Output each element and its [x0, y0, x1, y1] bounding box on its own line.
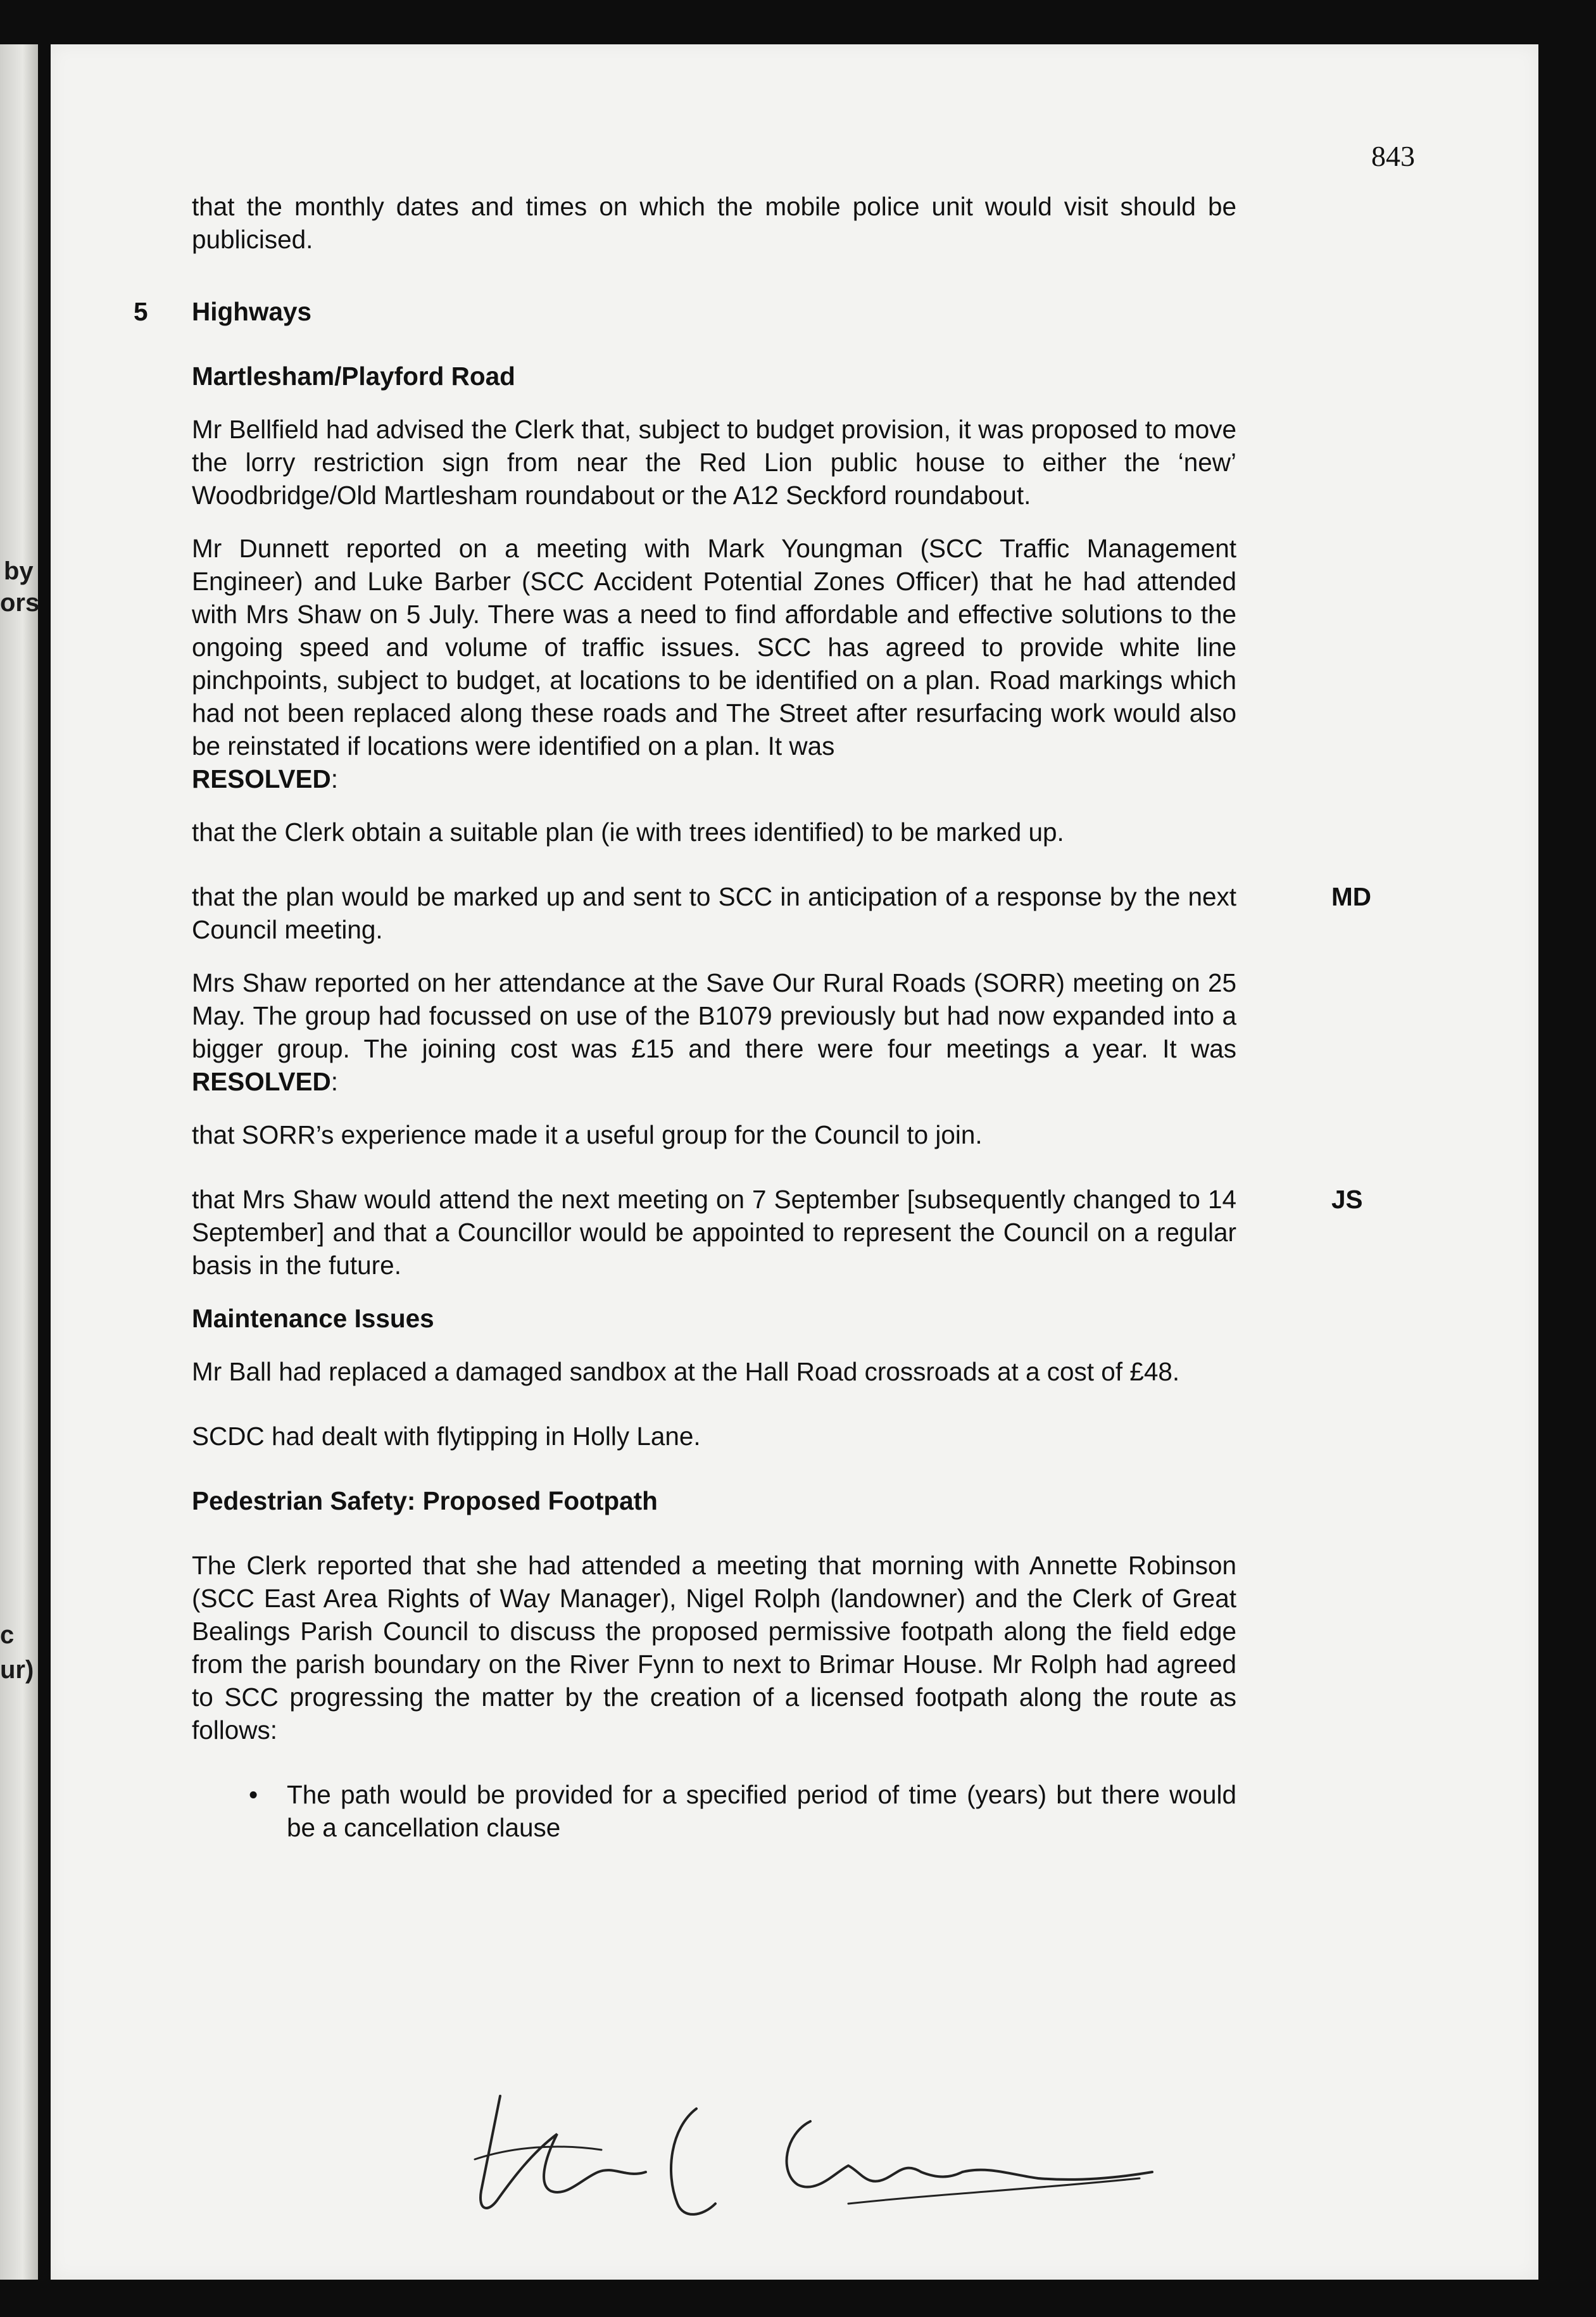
- paragraph-bellfield: Mr Bellfield had advised the Clerk that, subject to budget provision, it was proposed to move the lorry restriction sign from near the Red Lion public house to either the ‘new’ Woodbridge/Old Martlesham roundabout or the A12 Seckford roundabout.: [192, 415, 1236, 510]
- subheading-maintenance: Maintenance Issues: [192, 1304, 434, 1333]
- action-initials: JS: [1331, 1185, 1363, 1214]
- paragraph-shaw: Mrs Shaw reported on her attendance at the Save Our Rural Roads (SORR) meeting on 25 May. The group had focussed on use of the B1079 previously but had now expanded into a bigger group. The joining cost was £15 and there were four meetings a year. It was RESOLVED:: [192, 968, 1236, 1096]
- resolution-marked: that the plan would be marked up and sent to SCC in anticipation of a response by the next Council meeting.: [192, 882, 1236, 944]
- paragraph-dunnett-text: Mr Dunnett reported on a meeting with Mark Youngman (SCC Traffic Management Engineer) and Luke Barber (SCC Accident Potential Zones Officer) that he had attended with Mrs Shaw on 5 July. There was a need to find affordable and effective solutions to the ongoing speed and volume of traffic issues. SCC has agreed to provide white line pinchpoints, subject to budget, at locations to be identified on a plan. Road markings which had not been replaced along these roads and The Street after resurfacing work would also be reinstated if locations were identified on a plan. It was: [192, 534, 1236, 761]
- page-number: 843: [1371, 140, 1415, 172]
- paragraph-clerk: The Clerk reported that she had attended a meeting that morning with Annette Robinson (SCC East Area Rights of Way Manager), Nigel Rolph (landowner) and the Clerk of Great Bealings Parish Council to discuss the proposed permissive footpath along the field edge from the parish boundary on the River Fynn to next to Brimar House. Mr Rolph had agreed to SCC progressing the matter by the creation of a licensed footpath along the route as follows:: [192, 1551, 1236, 1745]
- subheading-martlesham: Martlesham/Playford Road: [192, 362, 515, 391]
- edge-fragment: ors: [0, 589, 40, 617]
- section-highways: [134, 295, 1236, 328]
- paragraph-scdc: SCDC had dealt with flytipping in Holly Lane.: [192, 1422, 701, 1451]
- edge-fragment: c: [0, 1621, 15, 1649]
- section-title: Highways: [192, 297, 312, 326]
- bullet-icon: •: [249, 1780, 258, 1809]
- paragraph-ball: Mr Ball had replaced a damaged sandbox at the Hall Road crossroads at a cost of £48.: [192, 1357, 1180, 1386]
- section-number: 5: [134, 297, 148, 326]
- signature-icon: [456, 2083, 1184, 2229]
- edge-fragment: by: [4, 557, 34, 585]
- paragraph-shaw-text: Mrs Shaw reported on her attendance at the Save Our Rural Roads (SORR) meeting on 25 May. The group had focussed on use of the B1079 previously but had now expanded into a bigger group. The joining cost was £15 and there were four meetings a year. It was: [192, 968, 1236, 1063]
- paragraph-dunnett: Mr Dunnett reported on a meeting with Mark Youngman (SCC Traffic Management Engineer) and Luke Barber (SCC Accident Potential Zones Officer) that he had attended with Mrs Shaw on 5 July. There was a need to find affordable and effective solutions to the ongoing speed and volume of traffic issues. SCC has agreed to provide white line pinchpoints, subject to budget, at locations to be identified on a plan. Road markings which had not been replaced along these roads and The Street after resurfacing work would also be reinstated if locations were identified on a plan. It was RESOLVED:: [192, 534, 1236, 793]
- resolved-label: RESOLVED: [192, 764, 331, 793]
- edge-fragment: ur): [0, 1656, 34, 1684]
- minutes-body: [134, 190, 1371, 1844]
- resolution-marked-row: [192, 880, 1371, 946]
- action-initials: MD: [1331, 882, 1371, 911]
- resolution-sorr: that SORR’s experience made it a useful group for the Council to join.: [192, 1120, 983, 1149]
- list-item: [249, 1778, 1236, 1844]
- resolution-plan: that the Clerk obtain a suitable plan (ie with trees identified) to be marked up.: [192, 818, 1064, 847]
- subheading-pedestrian: Pedestrian Safety: Proposed Footpath: [192, 1486, 658, 1515]
- resolution-shaw-row: [192, 1183, 1363, 1282]
- resolved-label: RESOLVED: [192, 1067, 331, 1096]
- previous-page-edge: [0, 44, 38, 2280]
- bullet-text: The path would be provided for a specified period of time (years) but there would be a cancellation clause: [287, 1780, 1236, 1842]
- intro-paragraph: that the monthly dates and times on which the mobile police unit would visit should be publicised.: [192, 192, 1236, 254]
- resolution-shaw: that Mrs Shaw would attend the next meeting on 7 September [subsequently changed to 14 September] and that a Councillor would be appointed to represent the Council on a regular basis in the future.: [192, 1185, 1236, 1280]
